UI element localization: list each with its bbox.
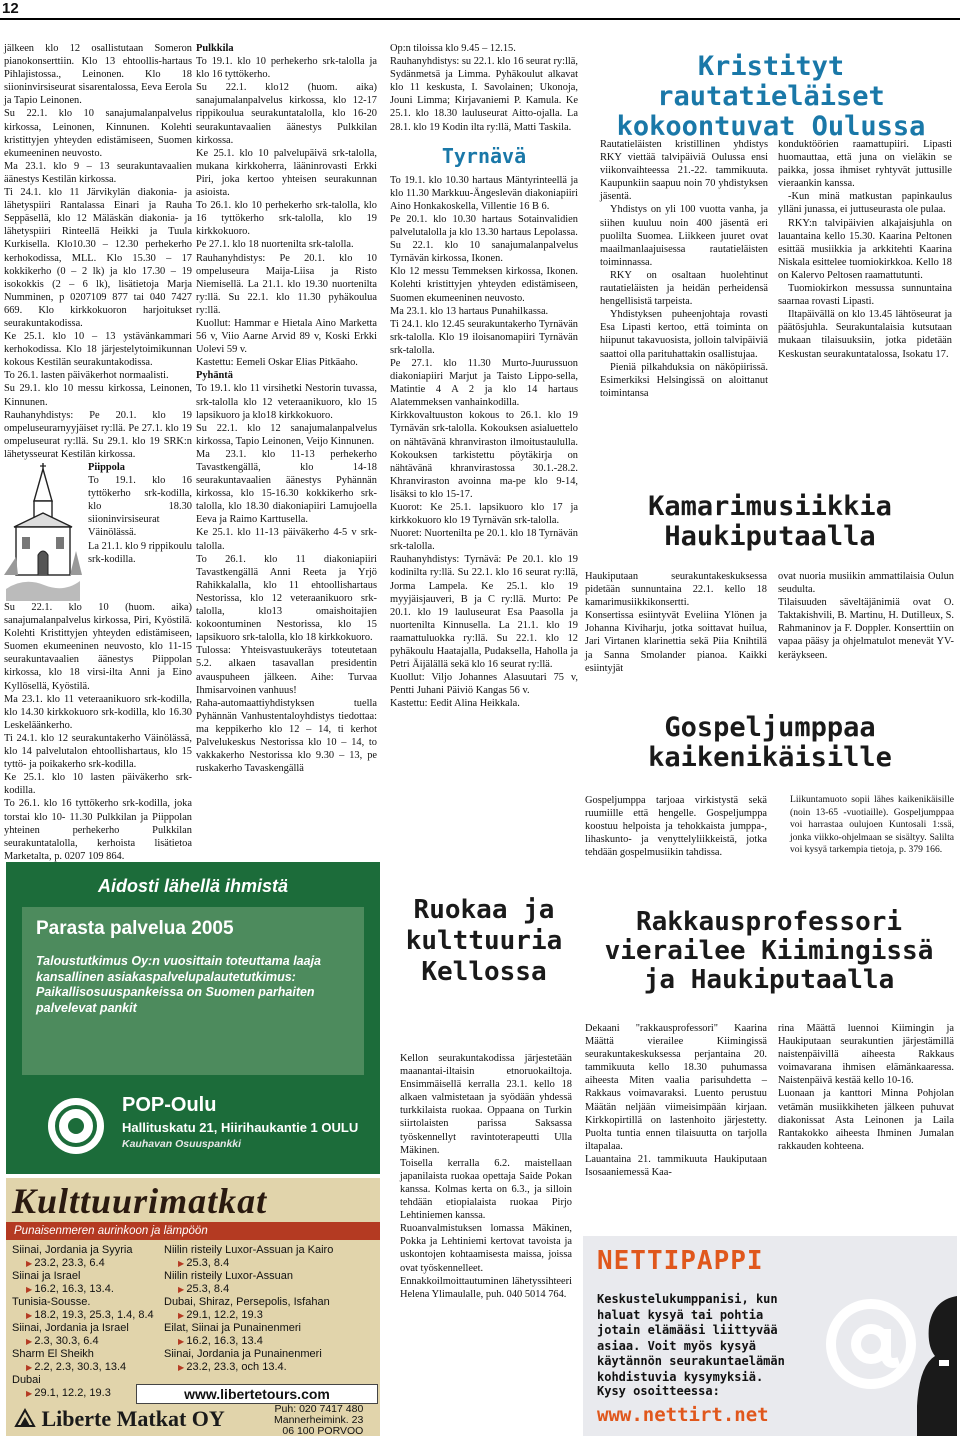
paragraph: Tulossa: Yhteisvastuukeräys toteutetaan 5.2. alkaen tasavallan presidentin avauspuheen jälkeen. Aihe: Turvaa Ihmisarvoinen vanhuus! <box>196 645 377 696</box>
headline-rakkausprofessori: Rakkausprofessori vierailee Kiimingissä ja Haukiputaalla <box>604 907 934 996</box>
ad-pop-oulu[interactable] <box>6 862 380 1174</box>
trip-dates: ▶ 25.3, 8.4 <box>164 1257 378 1270</box>
ad-tagline: Aidosti lähellä ihmistä <box>97 876 289 896</box>
paragraph: Kuollut: Viljo Johannes Alasuutari 75 v, Pentti Juhani Päiviö Kangas 56 v. <box>390 672 578 697</box>
trip-destination: Siinai, Jordania ja Punainenmeri <box>164 1348 322 1360</box>
article-ruokaa: Kellon seurakuntakodissa järjestetään maanantai-iltaisin etnoruokailtoja. Ensimmäisellä kerralla 23.1. kello 18 alkaen valmistetaan ja syödään yhdessä turkkilaista ruokaa. Oppaana on Turkin siirtolaisten parissa Saksassa työskennellyt ravintoterapeutti Ulla Mäkinen. Toisella kerralla 6.2. maistellaan japanilaista ruokaa opettaja Saide Pokan kanssa. Kolmas kerta on 6.3., ja silloin tehdään etiopialaista ruokaa Pirjo Lehtiniemen kanssa. Ruoanvalmistuksen lomassa Mäkinen, Pokka ja Lehtiniemi kertovat tavoista ja uskontojen kohtaamisesta maissa, joissa ovat työskennelleet. Ennakkoilmoittautuminen lähetyssihteeri Helena Ylimaulalle, puh. 040 5014 764. <box>400 1053 572 1300</box>
paragraph: Su 22.1. klo 12 sanajumalanpalvelus kirkossa, Tapio Leinonen, Veijo Kinnunen. <box>196 422 377 447</box>
trip-dates: ▶ 29.1, 12.2, 19.3 <box>12 1387 182 1400</box>
city: 06 100 PORVOO <box>282 1425 364 1437</box>
headline-gospeljumppa: Gospeljumppaa kaikenikäisille <box>648 712 892 774</box>
ad-url-link[interactable]: www.nettirt.net <box>597 1404 769 1426</box>
at-sign-icon <box>823 1296 919 1392</box>
trip-destination: Eilat, Siinai ja Punainenmeri <box>164 1322 301 1334</box>
paragraph: Ma 23.1. klo 11 veteraanikuoro srk-kodilla, klo 14.30 kirkkokuoro srk-kodilla, klo 16.30 Leskeläänkerho. <box>4 693 192 731</box>
trip-destination: Niilin risteily Luxor-Assuan <box>164 1270 293 1282</box>
ad-subtitle: Punaisenmeren aurinkoon ja lämpöön <box>6 1222 380 1240</box>
ad-bank-name: POP-Oulu <box>122 1094 217 1116</box>
article-kristityt-col2 <box>778 138 952 361</box>
paragraph: Yhdistyksen puheenjohtaja rovasti Esa Lipasti kertoo, että toiminta on hiipunut takavuosista, jolloin talvipäiviä saattoi olla parituhattakin osallistujaa. <box>600 309 768 360</box>
trip-destination: Siinai, Jordania ja Syyria <box>12 1244 133 1256</box>
ad-quote: Taloustutkimus Oy:n vuosittain toteuttama laaja kansallinen asiakaspalvelupalautetutkimus: Paikallisosuuspankeissa on Suomen parhaiten palvelevat pankit <box>36 954 321 1015</box>
ad-liberte-kulttuurimatkat[interactable] <box>6 1178 380 1436</box>
ad-subbank: Kauhavan Osuuspankki <box>122 1138 242 1150</box>
priest-silhouette-icon <box>913 1296 957 1436</box>
paragraph: Pe 27.1. klo 11.30 Murto-Juurussuon diakoniapiiri Marjut ja Taisto Lippo-sella, Matintie 4 A 2 ja klo 14 hartaus Alatemmeksen vanhainkodilla. <box>390 357 578 409</box>
paragraph: To 19.1. klo 10.30 hartaus Mäntyrinteellä ja klo 11.30 Markkuu-Ängeslevän diakoniapiiri Aino Honkakoskella, Villentie 16 B 6. <box>390 174 578 212</box>
article-gospel-col1: Gospeljumppa tarjoaa virkistystä sekä ruumiille että hengelle. Gospeljumppa koostuu helpoista ja tehokkaista jumppa-, lihaskunto- ja venyttelyliikkeistä, jotka tehdään gospelmusiikin tahdissa. <box>585 795 767 859</box>
paragraph: -Kun minä matkustan papinkaulus ylläni junassa, ei juttuseurasta ole pulaa. <box>778 191 952 216</box>
paragraph: Ti 24.1. klo 11 Järvikylän diakonia- ja lähetyspiiri Rantalassa Einari ja Rauha Seppäsellä, klo 12 Mäläskän diakonia- ja lähetyspiiri Rinteellä Heikki ja Tuula Kurkisella. Klo10.30 – 12.30 perhekerho kerhokodissa, MLL. Klo 15.30 – 17 kokkikerho (0 – 2 lk) ja klo 17.30 – 19 isokokkis (2 – 6 lk), lisätietoja Marja Numminen, p 0207109 877 tai 040 7427 669. Klo kirkkokuoron harjoitukset seurakuntakodissa. <box>4 187 192 329</box>
paragraph: Yhdistys on yli 100 vuotta vanha, ja siihen kuuluu noin 400 jäsentä eri puolilta Suomea. Liikkeen juuret ovat maailmanlaajuisessa rautatieläisten toiminnassa. <box>600 204 768 268</box>
ad-company <box>14 1406 225 1432</box>
paragraph: RKY:n talvipäivien alkajaisjuhla on lauantaina kello 15.30. Kaarina Peltonen esittää musiikkia ja arkkitehti Kaarina Niskala esittelee tuomiokirkkoa. Kello 18 on Kalervo Peltosen raamattutunti. <box>778 217 952 281</box>
ad-nettipappi[interactable] <box>583 1236 957 1436</box>
paragraph: Su 22.1. klo 10 (huom. aika) sanajumalanpalvelus kirkossa, Piri, Kyöstilä. Kolehti Kristittyjen yhteyden edistämiseen, Suomen ekumeeninen neuvosto, klo 11-15 seurakuntavaalien äänestys Piippolan kirkossa, klo 18 virsi-ilta Anni ja Eino Kyllösellä, Kyöstilä. <box>4 602 192 692</box>
paragraph: Kastettu: Eemeli Oskar Elias Pitkäaho. <box>196 357 358 369</box>
trip-dates: ▶ 16.2, 16.3, 13.4. <box>12 1283 182 1296</box>
trip-dates: ▶ 23.2, 23.3, och 13.4. <box>164 1361 378 1374</box>
trip-dates: ▶ 23.2, 23.3, 6.4 <box>12 1257 182 1270</box>
paragraph: Ma 23.1. klo 9 – 13 seurakuntavaalien äänestys Kestilän kirkossa. <box>4 160 192 185</box>
ad-award: Parasta palvelua 2005 <box>36 918 234 939</box>
paragraph: Tuomiokirkon messussa sunnuntaina saarnaa rovasti Lipasti. <box>778 283 952 308</box>
paragraph: To 26.1. klo 11 diakoniapiiri Tavastkengällä Anni Reeta ja Yrjö Rahikkalalla, klo 11 ehtoollishartaus Nestorissa, klo 12 veteraanikuoro srk-talolla, klo13 omaishoitajien kokoontuminen Nestorissa, klo 15 lapsikuoro srk-talolla, klo 18 kirkkokuoro. <box>196 553 377 644</box>
paragraph: To 19.1. klo 16 tyttökerho srk-kodilla, klo 18.30 siioninvirsiseurat Väinölässä. <box>88 475 192 539</box>
ad-title: NETTIPAPPI <box>597 1246 764 1276</box>
ad-contact <box>274 1404 363 1437</box>
paragraph: Ti 24.1. klo 12 seurakuntakerho Väinölässä, klo 14 palvelutalon ehtoollishartaus, klo 15 tyttö- ja poikakerho srk-kodilla. <box>4 732 192 771</box>
headline-kamarimusiikki: Kamarimusiikkia Haukiputaalla <box>648 491 892 553</box>
street: Mannerheimink. 23 <box>274 1414 364 1426</box>
trip-destination: Siinai, Jordania ja Israel <box>12 1322 129 1334</box>
column-tyrnava <box>390 42 578 840</box>
article-gospel-col2: Liikuntamuoto sopii lähes kaikenikäisille (noin 13-65 -vuotiaille). Gospeljumppaa voi harrastaa oulujoen Kuntosali 1:ssä, jonka viikko-ohjelmaan se sisältyy. Salilta voi kysyä tarkempia tietoja, p. 379 166. <box>790 794 954 855</box>
article-kristityt-col1 <box>600 138 768 400</box>
liberte-logo-icon <box>14 1408 36 1428</box>
paragraph: Rauhanyhdistys: su 22.1. klo 16 seurat ry:llä, Sydänmetsä ja Limma. Pyhäkoulut alkavat klo 11 keskusta, I. Savolainen; Ukonoja, Jouni Limma; Kirjavaniemi P. Kamula. Ke 25.1. klo 18.30 lauluseurat Aitto-ojalla. La 28.1. klo 19 Kodin ilta ry:llä, Matti Taskila. <box>390 56 578 133</box>
ad-list-left <box>12 1244 182 1400</box>
paragraph: Ma 23.1. klo 13 hartaus Punahilkassa. <box>390 305 549 317</box>
subhead-pulkkila: Pulkkila <box>196 43 234 54</box>
paragraph: RKY on osaltaan huolehtinut rautatieläisten ja heidän perheidensä hengellisistä tarpeista. <box>600 269 768 308</box>
paragraph: Raha-automaattiyhdistyksen tuella Pyhännän Vanhustentaloyhdistys tiedottaa: ma keppikerho klo 12 – 14, ti kerhot Palvelukeskus Nestorissa klo 10 – 14, to vakkakerho Nestorissa klo 9.30 – 13, pe ruskakerho Tavaskengällä <box>196 697 377 775</box>
trip-destination: Siinai ja Israel <box>12 1270 81 1282</box>
trip-dates: ▶ 18.2, 19.3, 25.3, 1.4, 8.4 <box>12 1309 182 1322</box>
ad-list-right <box>164 1244 378 1374</box>
paragraph: Ke 25.1. klo 11-13 päiväkerho 4-5 v srk-talolla. <box>196 527 377 552</box>
paragraph: jälkeen klo 12 osallistutaan Someron pianokonserttiin. Klo 13 ehtoollis-hartaus Pihlajistossa., Leinonen. Klo 18 siioninvirsiseurat sisarentalossa, Eeva Eerola ja Tapio Leinonen. <box>4 43 192 107</box>
ad-body: Keskustelukumppanisi, kun haluat kysyä tai pohtia jotain elämääsi liittyvää asiaa. Voit myös kysyä käytännön seurakuntaelämän kohdistuvia kysymyksiä. <box>597 1292 785 1384</box>
paragraph: Ma 23.1. klo 11-13 perhekerho Tavastkengällä, klo 14-18 seurakuntavaalien äänestys Pyhännän kirkossa, klo 15-16.30 kokkikerho srk-talolla, klo 18.30 diakoniapiiri Lamujoella Eeva ja Raimo Karttusella. <box>196 448 377 526</box>
ad-url-link[interactable]: www.libertetours.com <box>136 1384 378 1404</box>
article-rakkaus-col1: Dekaani "rakkausprofessori" Kaarina Määttä vierailee Kiimingissä seurakuntakeskuksessa perjantaina 20. tammikuuta kello 18.30 puhumassa aiheesta Miten vaalia parisuhdetta – Rakkaus voimavaraksi. Luento perustuu Määtän neljään viimeisimpään kirjaan. Kirkkopirtillä on lastenhoito järjestetty. Puolta tuntia ennen tilaisuutta on tarjolla iltapalaa. Lauantaina 21. tammikuuta Haukiputaan Isosaaniemessä Kaa- <box>585 1023 767 1179</box>
paragraph: Kuollut: Hammar e Hietala Aino Marketta 56 v, Viio Aarne Arvid 89 v, Koski Erkki Uolevi 59 v. <box>196 317 377 356</box>
paragraph: Pe 27.1. klo 18 nuortenilta srk-talolla. <box>196 239 354 251</box>
paragraph: Su 29.1. klo 10 messu kirkossa, Leinonen, Kinnunen. <box>4 383 192 408</box>
paragraph: Op:n tiloissa klo 9.45 – 12.15. <box>390 43 516 54</box>
article-rakkaus-col2: rina Määttä luennoi Kiimingin ja Haukiputaan seurakuntien järjestämillä naistenpäivillä aiheesta Rakkaus voimavarana ihmisen elämänkaaressa. Naistenpäivä kestää kello 10-16. Luonaan ja kanttori Minna Pohjolan vetämän musiikkiheten jälkeen puhuvat diakonissat Asta Leinonen ja Laila Rantakokko aiheesta Ihminen Jumalan rakkauden kohteena. <box>778 1023 954 1152</box>
trip-dates: ▶ 29.1, 12.2, 19.3 <box>164 1309 378 1322</box>
ad-ask-label: Kysy osoitteessa: <box>597 1384 720 1398</box>
paragraph: Ke 25.1. klo 10 lasten päiväkerho srk-kodilla. <box>4 772 192 797</box>
paragraph: Kastettu: Eedit Alina Heikkala. <box>390 698 520 710</box>
phone: Puh: 020 7417 480 <box>274 1403 364 1415</box>
subhead-piippola: Piippola <box>88 462 125 473</box>
trip-destination: Dubai <box>12 1374 41 1386</box>
paragraph: Kuorot: Ke 25.1. lapsikuoro klo 17 ja kirkkokuoro klo 19 Tyrnävän srk-talolla. <box>390 502 578 527</box>
church-drawing-icon <box>4 461 82 601</box>
paragraph: Nuoret: Nuortenilta pe 20.1. klo 18 Tyrnävän srk-talolla. <box>390 528 578 553</box>
paragraph: Rauhanyhdistys: Pe 20.1. klo 10 ompeluseura Maija-Liisa ja Risto Niemisellä. La 21.1. klo 19.30 nuortenilta ry:llä. Su 22.1. klo 11.30 pyhäkoulua ry:llä. <box>196 252 377 316</box>
paragraph: Pe 20.1. klo 10.30 hartaus Sotainvalidien palvelutalolla ja klo 13.30 hartaus Lepolassa. <box>390 213 578 239</box>
paragraph: konduktöörien raamattupiiri. Lipasti huomauttaa, että juna on vieläkin se paikka, jossa ihmiset ryhtyvät juttusille vieraankin kanssa. <box>778 139 952 190</box>
paragraph: Su 22.1. klo12 (huom. aika) sanajumalanpalvelus kirkossa, klo 12-17 rippikoulua seurakuntatalolla, klo 16-20 seurakuntavaalien äänestys Pulkkilan kirkossa. <box>196 82 377 146</box>
paragraph: To 19.1. klo 11 virsihetki Nestorin tuvassa, srk-talolla klo 12 veteraanikuoro, klo 15 lapsikuoro ja klo18 kirkkokuoro. <box>196 383 377 421</box>
trip-dates: ▶ 16.2, 16.3, 13.4 <box>164 1335 378 1348</box>
trip-destination: Sharm El Sheikh <box>12 1348 94 1360</box>
headline-ruokaa: Ruokaa ja kulttuuria Kellossa <box>405 895 563 987</box>
trip-dates: ▶ 2.3, 30.3, 6.4 <box>12 1335 182 1348</box>
paragraph: To 19.1. klo 10 perhekerho srk-talolla ja klo 16 tyttökerho. <box>196 56 377 81</box>
paragraph: Rautatieläisten kristillinen yhdistys RKY viettää talvipäiviä Oulussa ensi viikonvaihteessa 21.-22. tammikuuta. Kaupunkiin saapuu noin 70 yhdistyksen jäsentä. <box>600 139 768 203</box>
trip-destination: Dubai, Shiraz, Persepolis, Isfahan <box>164 1296 330 1308</box>
company-name: Liberte Matkat OY <box>41 1406 225 1431</box>
paragraph: Pieniä pilkahduksia on näköpiirissä. Esimerkiksi Helsingissä on aloittanut toimintansa <box>600 361 768 399</box>
paragraph: Rauhanyhdistys: Pe 20.1. klo 19 ompeluseurarnyyjäiset ry:llä. Pe 27.1. klo 19 ompeluseurat ry:llä. Su 29.1. klo 19 SRK:n lähetysseurat Kestilän kirkossa. <box>4 409 192 460</box>
pop-logo-icon <box>48 1098 104 1154</box>
paragraph: Rauhanyhdistys: Tyrnävä: Pe 20.1. klo 19 kodinilta ry:llä. Su 22.1. klo 16 seurat ry:llä, Jorma Lampela. Ke 25.1. klo 19 myyjäisjauveri, B ja C ry:llä. Murto: Pe 20.1. klo 19 lauluseurat Esa Paasolla ja nuortenilta Kinnusella. La 21.1. klo 19 raamattuluokka ry:llä. Su 22.1. klo 12 pyhäkoulu Haatajalla, Pudaksella, Haholla ja Petri Äijälällä sekä klo 16 seurat ry:llä. <box>390 554 578 671</box>
paragraph: Ke 25.1. klo 10 – 13 ystävänkammari kerhokodissa. Klo 18 järjestelytoimikunnan kokous Kestilän seurakuntakodissa. <box>4 331 192 369</box>
paragraph: Kirkkovaltuuston kokous to 26.1. klo 19 Tyrnävän srk-talolla. Kokouksen asialuettelo on nähtävänä khranviraston ilmoitustaululla. Kokouksen tarkistettu pöytäkirja on nähtävänä khranvirastossa 30.1.-28.2. Khranviraston avoinna ma-pe klo 9-14, lisäksi to klo 15-17. <box>390 410 578 500</box>
column-kestila-piippola <box>4 42 192 862</box>
top-rule <box>0 18 960 20</box>
paragraph: La 21.1. klo 9 rippikoulu srk-kodilla. <box>88 540 192 565</box>
trip-dates: ▶ 25.3, 8.4 <box>164 1283 378 1296</box>
trip-destination: Tunisia-Sousse. <box>12 1296 91 1308</box>
paragraph: Ke 25.1. klo 10 palvelupäivä srk-talolla, mukana kirkkoherra, lääninrovasti Erkki Piri, joka kertoo yhteisen seurakunnan asioista. <box>196 147 377 199</box>
subhead-pyhanta: Pyhäntä <box>196 370 233 382</box>
ad-address: Hallituskatu 21, Hiirihaukantie 1 OULU <box>122 1120 359 1135</box>
article-kamari-col2: ovat nuoria musiikin ammattilaisia Oulun seudulta. Tilaisuuden säveltäjänimiä ovat O. Taktakishvili, B. Martinu, H. Dutilleux, S. Rahmaninov ja F. Doppler. Konserttiin on vapaa pääsy ja ohjelmatulot menevät YV-keräykseen. <box>778 571 954 661</box>
paragraph: To 26.1. lasten päiväkerhot normaalisti. <box>4 370 169 382</box>
paragraph: Su 22.1. klo 10 sanajumalanpalvelus kirkossa, Leinonen, Kinnunen. Kolehti kristittyjen yhteyden edistämiseen, Suomen ekumeeninen neuvosto. <box>4 108 192 159</box>
paragraph: Iltapäivällä on klo 13.45 lähtöseurat ja päätösjuhla. Seurakuntalaisia kutsutaan mukaan tilaisuuksiin, jotka pidetään Keskustan seurakuntatalossa, Isokatu 17. <box>778 309 952 360</box>
paragraph: Su 22.1. klo 10 sanajumalanpalvelus Tyrnävän kirkossa, Ikonen. <box>390 240 578 265</box>
trip-destination: Niilin risteily Luxor-Assuan ja Kairo <box>164 1244 334 1256</box>
page-number: 12 <box>2 0 19 17</box>
paragraph: To 26.1. klo 16 tyttökerho srk-kodilla, joka torstai klo 10- 11.30 Pulkkilan ja Piippolan yhteinen perhekerho Pulkkilan seurakuntatalolla, kerhoista lisätietoa Marketalta, p. 0207 109 864. <box>4 798 192 862</box>
ad-title: Kulttuurimatkat <box>12 1181 268 1221</box>
trip-dates: ▶ 2.2, 2.3, 30.3, 13.4 <box>12 1361 182 1374</box>
headline-kristityt: Kristityt rautatieläiset kokoontuvat Oulussa <box>616 51 926 143</box>
column-pulkkila-pyhanta <box>196 42 377 842</box>
article-kamari-col1: Haukiputaan seurakuntakeskuksessa pidetään sunnuntaina 22.1. kello 18 kamarimusiikkikonsertti. Konsertissa esiintyvät Eveliina Ylönen ja Johanna Kiviharju, jotka soittavat huilua, Jari Virtanen klarinettia sekä Piia Knihtilä ja Sanna Smolander pianoa. Kaikki esiintyjät <box>585 571 767 674</box>
subhead-tyrnava: Tyrnävä <box>441 143 527 168</box>
paragraph: To 26.1. klo 10 perhekerho srk-talolla, klo 16 tyttökerho srk-talolla, klo 19 kirkkokuoro. <box>196 200 377 238</box>
paragraph: Klo 12 messu Temmeksen kirkossa, Ikonen. Kolehti kristittyjen yhteyden edistämiseen, Suomen ekumeeninen neuvosto. <box>390 266 578 304</box>
paragraph: Ti 24.1. klo 12.45 seurakuntakerho Tyrnävän srk-talolla. Klo 19 iloisanomapiiri Tyrnävän srk-talolla. <box>390 318 578 356</box>
